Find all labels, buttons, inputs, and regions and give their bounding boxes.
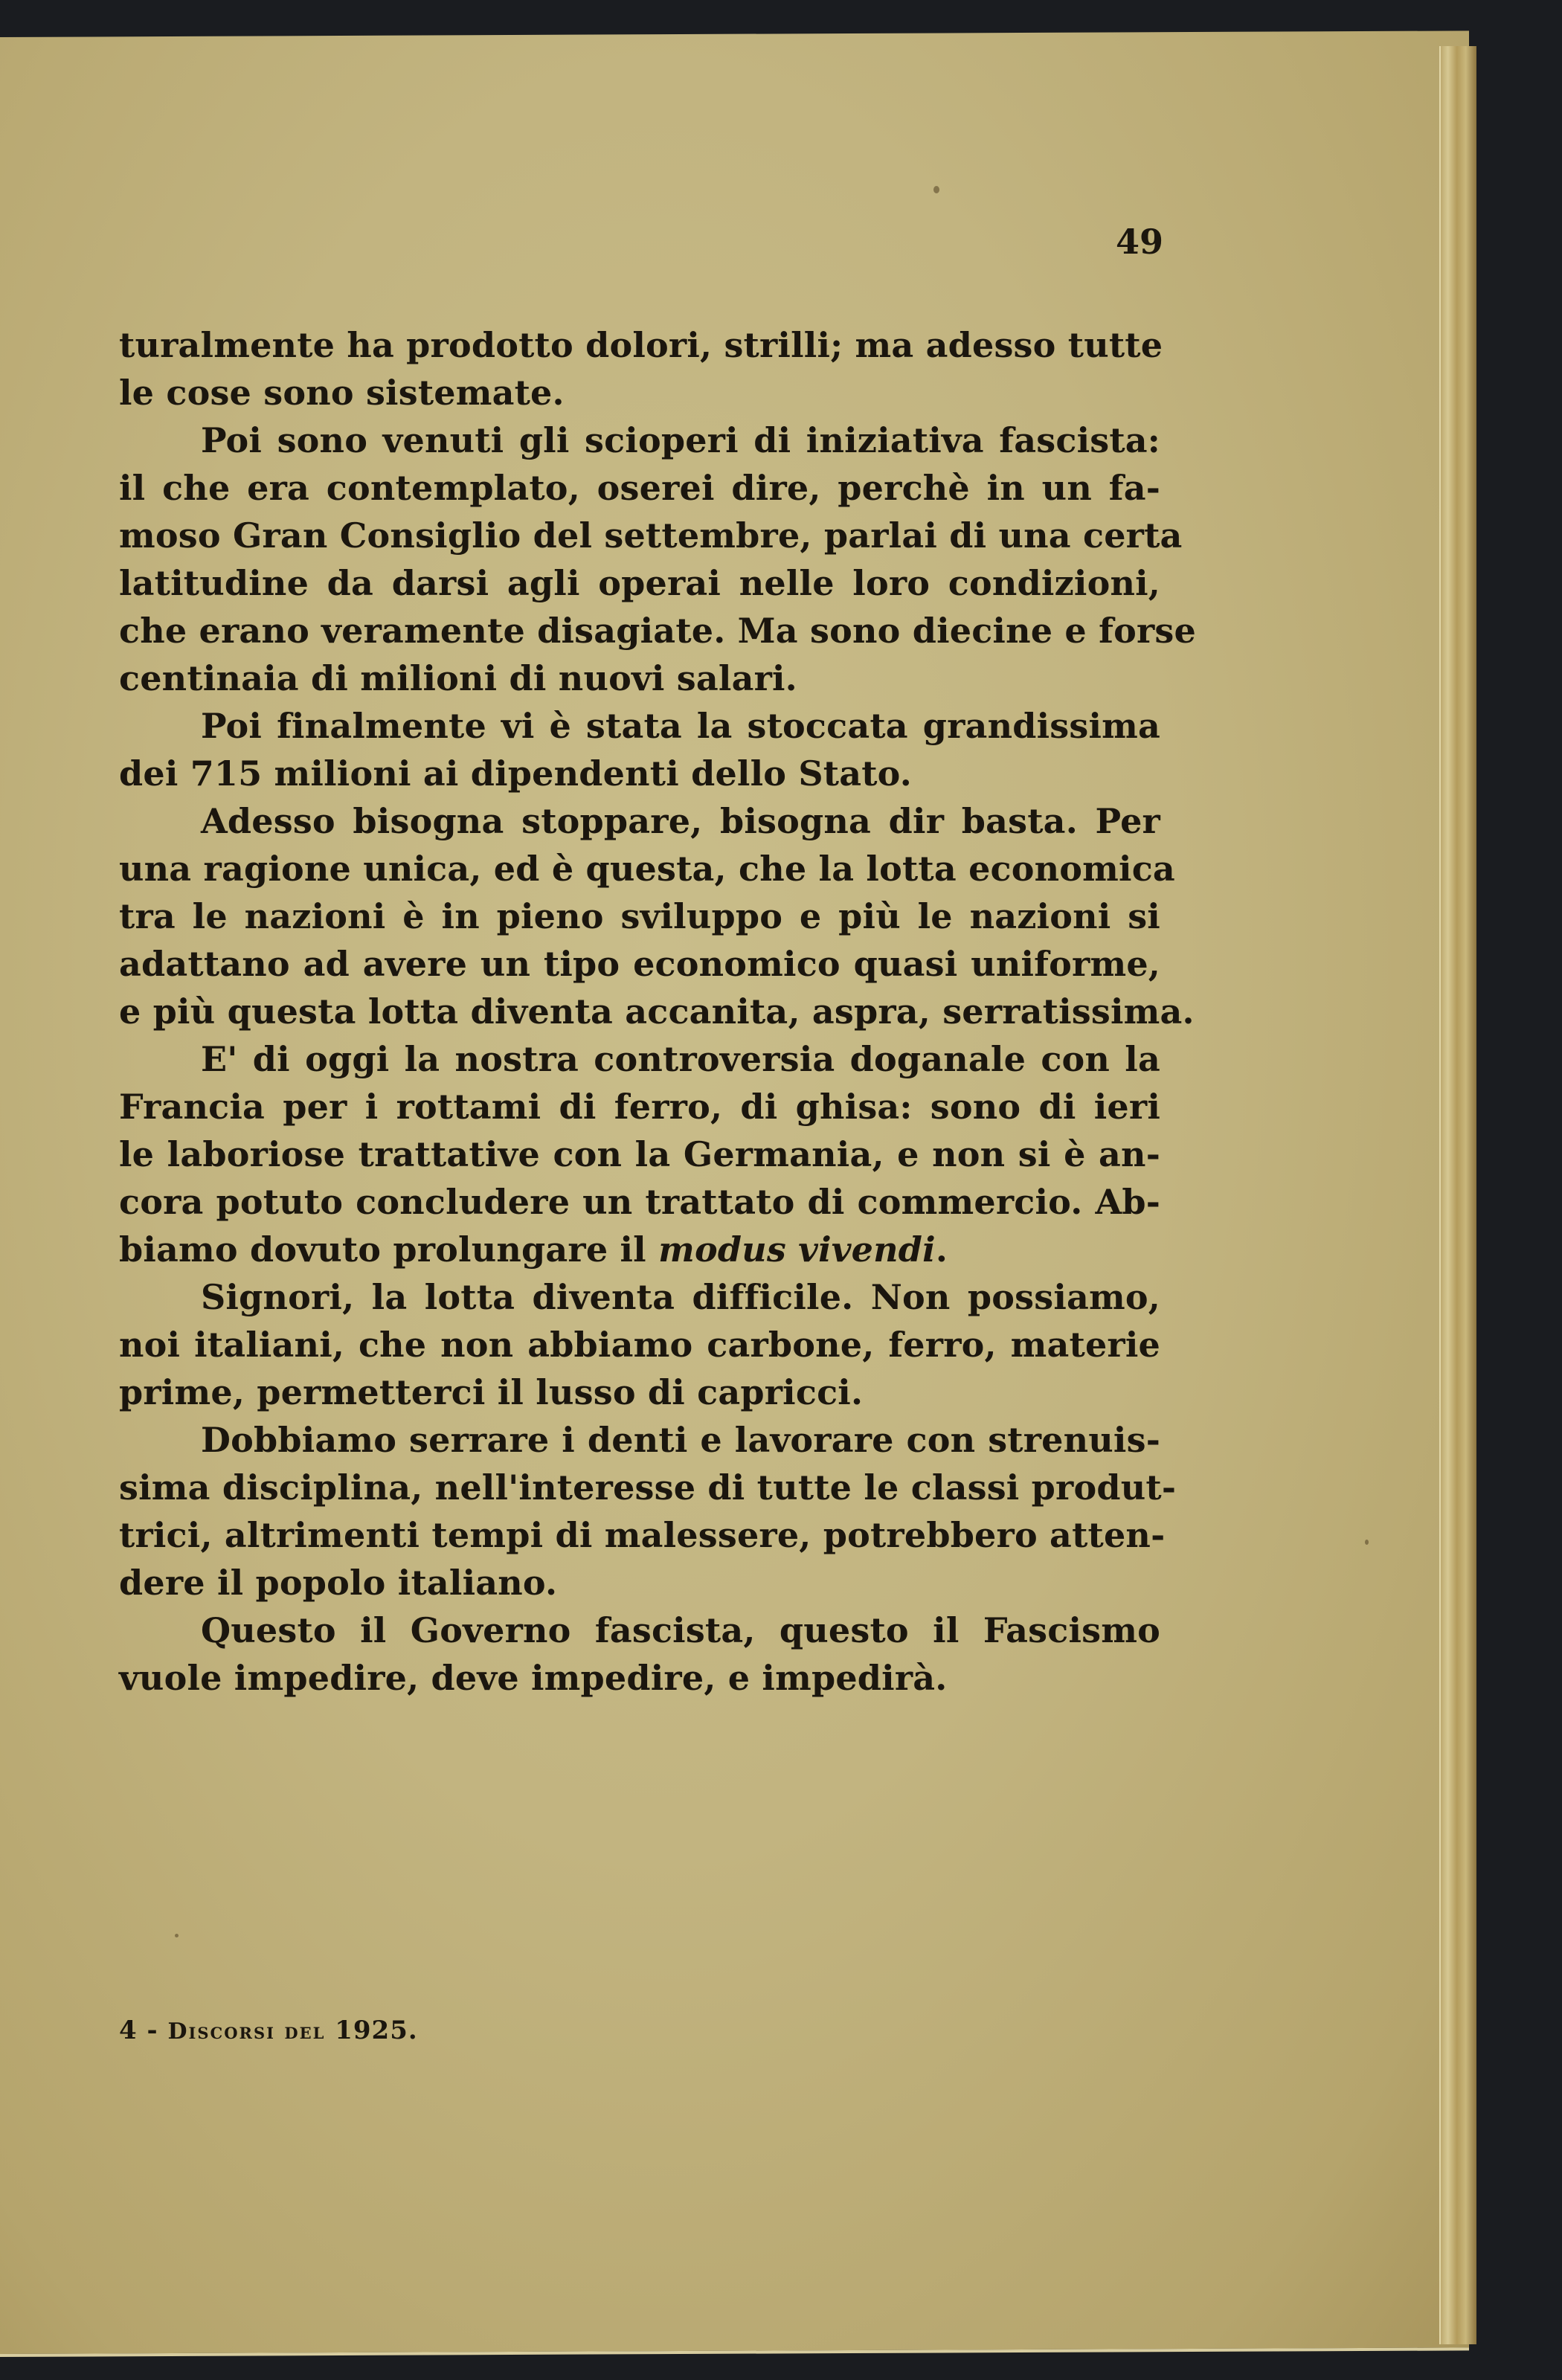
signature-separator: - [147,2016,158,2045]
text-line: prime, permetterci il lusso di capricci. [119,1372,864,1412]
text-line: e più questa lotta diventa accanita, aspra, serratissima. [119,991,1195,1032]
body-text [119,321,1196,1702]
text-line: una ragione unica, ed è questa, che la lotta economica [119,849,1175,889]
text-line: trici, altrimenti tempi di malessere, potrebbero atten- [119,1515,1166,1555]
text-line: vuole impedire, deve impedire, e impedirà. [119,1658,948,1698]
text-line: cora potuto concludere un trattato di commercio. Ab- [119,1182,1160,1222]
text-line: Questo il Governo fascista, questo il Fascismo [201,1610,1160,1650]
paper-speck [933,186,939,193]
text-line: tra le nazioni è in pieno sviluppo e più le nazioni si [119,896,1160,936]
text-line: Poi finalmente vi è stata la stoccata grandissima [201,706,1160,746]
text-line: turalmente ha prodotto dolori, strilli; ma adesso tutte [119,325,1163,365]
text-line: sima disciplina, nell'interesse di tutte le classi produt- [119,1467,1177,1508]
text-line: che erano veramente disagiate. Ma sono diecine e forse [119,611,1196,651]
text-fragment: . [935,1229,948,1270]
page-number: 49 [1116,222,1164,262]
signature-title: Discorsi del [167,2019,326,2045]
text-line: latitudine da darsi agli operai nelle loro condizioni, [119,563,1160,603]
text-line [119,1226,1160,1273]
page-stack-edge [1439,46,1476,2344]
signature-year: 1925. [335,2016,418,2045]
text-line: Francia per i rottami di ferro, di ghisa: sono di ieri [119,1087,1160,1127]
text-line: Signori, la lotta diventa difficile. Non possiamo, [201,1277,1160,1317]
text-line: dere il popolo italiano. [119,1563,558,1603]
text-line: Dobbiamo serrare i denti e lavorare con strenuis- [201,1420,1160,1460]
text-line: dei 715 milioni ai dipendenti dello Stato. [119,753,912,794]
paper-speck [175,1934,179,1937]
paper-speck [1365,1540,1369,1545]
text-line: E' di oggi la nostra controversia doganale con la [201,1039,1160,1079]
signature-number: 4 [119,2016,138,2045]
text-fragment: biamo dovuto prolungare il [119,1229,659,1270]
italic-phrase: modus vivendi [658,1229,936,1270]
text-line: le laboriose trattative con la Germania, e non si è an- [119,1134,1160,1174]
text-line: centinaia di milioni di nuovi salari. [119,658,797,698]
text-line: le cose sono sistemate. [119,373,565,413]
text-line: il che era contemplato, oserei dire, perchè in un fa- [119,468,1160,508]
text-line: adattano ad avere un tipo economico quasi uniforme, [119,944,1160,984]
text-line: Adesso bisogna stoppare, bisogna dir basta. Per [201,801,1160,841]
text-line: Poi sono venuti gli scioperi di iniziativa fascista: [201,420,1160,460]
printer-signature [119,2016,418,2045]
text-line: noi italiani, che non abbiamo carbone, ferro, materie [119,1325,1160,1365]
text-line: moso Gran Consiglio del settembre, parlai di una certa [119,515,1183,556]
